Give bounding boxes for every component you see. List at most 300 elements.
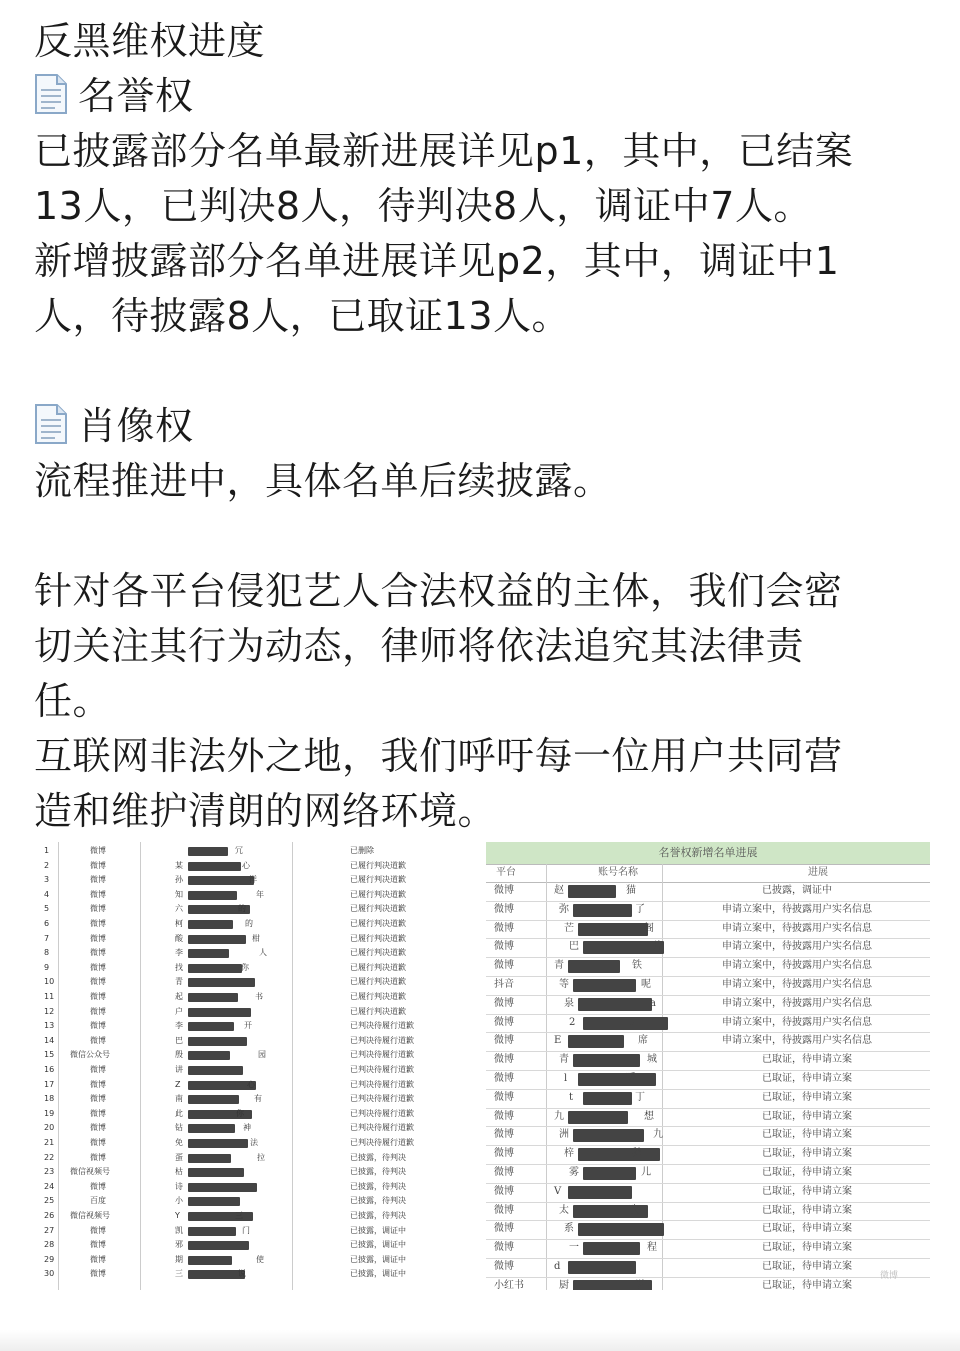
row-status: 已披露，待判决: [350, 1196, 406, 1206]
row-status: 已履行判决道歉: [350, 904, 406, 914]
table-row: [30, 1253, 472, 1268]
row-number: 7: [44, 933, 50, 943]
row-platform: 微博: [494, 1242, 514, 1254]
row-number: 12: [44, 1006, 55, 1016]
table-row: [486, 1258, 930, 1278]
row-status: 申请立案中，待披露用户实名信息: [722, 903, 872, 915]
table-row: [30, 1180, 472, 1195]
row-number: 27: [44, 1225, 55, 1235]
row-status: 已履行判决道歉: [350, 992, 406, 1001]
table-row: [30, 1121, 472, 1136]
post-title: 反黑维权进度: [34, 19, 266, 63]
table-row: [486, 1126, 930, 1146]
row-account-end: 人: [259, 948, 267, 958]
row-status: 申请立案中，待披露用户实名信息: [722, 997, 872, 1009]
row-account-start: 蛋: [175, 1152, 183, 1162]
section-heading-reputation: [34, 69, 934, 124]
row-platform: 微博: [90, 889, 106, 899]
table-row: [30, 1224, 472, 1239]
row-account-start: 一: [569, 1242, 579, 1254]
row-platform: 微博: [494, 1073, 514, 1084]
redaction-bar: [188, 1095, 239, 1104]
row-platform: 微博: [90, 1021, 106, 1031]
row-platform: 微博: [494, 922, 514, 934]
row-account-start: Z: [175, 1079, 181, 1089]
row-status: 申请立案中，待披露用户实名信息: [722, 960, 872, 972]
row-account-end: 神: [243, 1123, 251, 1133]
row-platform: 微博: [90, 846, 106, 855]
document-icon: [34, 73, 68, 115]
row-number: 25: [44, 1196, 55, 1206]
paragraph-line: 13人，已判决8人，待判决8人，调证中7人。: [34, 184, 812, 228]
post-body: [34, 14, 934, 839]
row-account-start: 李: [175, 948, 183, 958]
row-status: 申请立案中，待披露用户实名信息: [722, 1016, 872, 1028]
table-row: [30, 873, 472, 888]
row-platform: 微信视频号: [70, 1167, 110, 1177]
row-status: 已履行判决道歉: [350, 860, 406, 870]
row-status: 已披露，调证中: [350, 1269, 406, 1279]
row-platform: 微博: [494, 960, 514, 972]
row-account-start: 青: [175, 977, 183, 987]
redaction-bar: [188, 862, 241, 871]
redaction-bar: [188, 1066, 243, 1075]
row-platform: 微博: [90, 1108, 106, 1118]
table-row: [30, 1034, 472, 1049]
paragraph-line: 针对各平台侵犯艺人合法权益的主体，我们会密: [34, 569, 843, 613]
table-row: [486, 1032, 930, 1052]
row-number: 17: [44, 1079, 55, 1089]
row-account-start: 小: [175, 1196, 183, 1206]
row-platform: 微博: [90, 977, 106, 987]
redaction-bar: [188, 1227, 236, 1236]
row-account-start: V: [554, 1185, 562, 1197]
row-status: 已履行判决道歉: [350, 1006, 406, 1016]
row-number: 29: [44, 1254, 55, 1264]
redaction-bar: [583, 1167, 636, 1180]
row-account-start: 孙: [175, 875, 183, 885]
table-row: [30, 1078, 472, 1093]
row-status: 已披露，待判决: [350, 1211, 406, 1220]
row-platform: 微博: [494, 1110, 514, 1122]
row-account-end: 3: [626, 1261, 633, 1272]
row-account-start: 厨: [559, 1279, 569, 1290]
row-number: 16: [44, 1065, 55, 1074]
row-platform: 百度: [90, 1196, 106, 1206]
row-platform: 微博: [494, 1054, 514, 1066]
redaction-bar: [578, 1073, 656, 1086]
row-account-start: 太: [559, 1204, 569, 1216]
table-row: [30, 1048, 472, 1063]
row-account-end: 书: [255, 992, 263, 1001]
row-platform: 微博: [494, 997, 514, 1009]
row-status: 已判决待履行道歉: [350, 1108, 414, 1118]
table-row: [30, 946, 472, 961]
redaction-bar: [568, 1111, 628, 1124]
table-row: [486, 882, 930, 902]
redaction-bar: [188, 1139, 248, 1148]
row-account-end: 丁: [635, 1091, 645, 1103]
table-row: [30, 975, 472, 990]
row-platform: 微信视频号: [70, 1211, 110, 1220]
row-status: 已披露，调证中: [762, 885, 832, 896]
redaction-bar: [568, 960, 620, 973]
table-row: [486, 1108, 930, 1128]
paragraph-line: 任。: [34, 679, 112, 723]
row-platform: 小红书: [494, 1279, 524, 1290]
paragraph-line: 造和维护清朗的网络环境。: [34, 789, 497, 833]
row-number: 18: [44, 1094, 55, 1104]
table-row: [486, 1277, 930, 1290]
table-row: [486, 1164, 930, 1184]
row-platform: 微博: [494, 903, 514, 915]
row-account-start: 凯: [175, 1225, 183, 1235]
redaction-bar: [568, 885, 616, 898]
table-row: [486, 1014, 930, 1034]
redaction-bar: [578, 998, 652, 1011]
row-account-end: 暖: [626, 1073, 636, 1084]
table-row: [486, 1220, 930, 1240]
row-account-end: 你: [241, 962, 249, 972]
row-account-start: 泉: [564, 997, 574, 1009]
row-platform: 微博: [90, 1035, 106, 1045]
attached-images: [30, 842, 930, 1290]
row-status: 已判决待履行道歉: [350, 1035, 414, 1045]
redaction-bar: [583, 1092, 632, 1105]
row-status: 申请立案中，待披露用户实名信息: [722, 941, 872, 953]
row-platform: 微博: [90, 948, 106, 958]
row-account-end: a: [650, 997, 656, 1009]
table-row: [486, 976, 930, 996]
redaction-bar: [188, 1256, 232, 1265]
table-row: [30, 1019, 472, 1034]
row-platform: 微博: [90, 1181, 106, 1191]
section-heading-text: 肖像权: [78, 404, 194, 448]
row-platform: 微博: [90, 962, 106, 972]
table-row: [486, 901, 930, 921]
row-account-end: 开: [244, 1021, 252, 1031]
row-number: 28: [44, 1240, 55, 1250]
row-number: 24: [44, 1181, 55, 1191]
row-status: 已履行判决道歉: [350, 875, 406, 885]
row-account-start: 巴: [569, 941, 579, 953]
table-row: [30, 1092, 472, 1107]
row-platform: 微博: [90, 1240, 106, 1250]
row-number: 26: [44, 1211, 55, 1220]
row-account-start: 酸: [175, 933, 183, 943]
row-status: 已取证，待申请立案: [762, 1242, 852, 1254]
row-platform: 微博: [494, 1129, 514, 1141]
row-platform: 微博: [494, 1148, 514, 1160]
row-platform: 微博: [90, 1123, 106, 1133]
row-account-end: 年: [256, 889, 264, 899]
paragraph-line: 切关注其行为动态，律师将依法追究其法律责: [34, 624, 805, 668]
row-account-end: 你: [236, 1108, 244, 1118]
row-status: 已判决待履行道歉: [350, 1079, 414, 1089]
row-account-start: 弥: [559, 903, 569, 915]
table-row: [30, 1107, 472, 1122]
redaction-bar: [188, 1154, 231, 1163]
row-number: 3: [44, 875, 50, 885]
row-status: 已取证，待申请立案: [762, 1148, 852, 1160]
row-status: 已取证，待申请立案: [762, 1279, 852, 1290]
row-platform: 微博: [494, 1185, 514, 1197]
row-account-end: 三: [235, 1211, 243, 1220]
row-platform: 微博: [90, 1094, 106, 1104]
row-status: 已履行判决道歉: [350, 933, 406, 943]
table-row: [30, 1267, 472, 1282]
row-account-start: 巴: [175, 1035, 183, 1045]
row-account-start: 李: [175, 1021, 183, 1031]
row-status: 已取证，待申请立案: [762, 1204, 852, 1216]
redaction-bar: [188, 935, 246, 944]
row-account-end: 九: [653, 1129, 663, 1141]
redaction-bar: [188, 1197, 240, 1206]
row-account-end: 说: [635, 1279, 645, 1290]
row-number: 9: [44, 962, 50, 972]
row-number: 15: [44, 1050, 55, 1060]
row-number: 8: [44, 948, 50, 958]
row-status: 已取证，待申请立案: [762, 1091, 852, 1103]
row-account-start: l: [564, 1073, 568, 1084]
row-account-start: 洲: [559, 1129, 569, 1141]
row-number: 5: [44, 904, 50, 914]
row-account-end: 阁: [644, 922, 654, 934]
row-account-start: 芒: [564, 922, 574, 934]
row-account-end: 铁: [632, 960, 642, 972]
row-number: 14: [44, 1035, 55, 1045]
table-row: [486, 957, 930, 977]
image-table-p2[interactable]: [486, 842, 930, 1290]
table-row: [486, 920, 930, 940]
row-account-start: 免: [175, 1138, 183, 1147]
row-platform: 微博: [494, 1167, 514, 1178]
redaction-bar: [578, 1148, 660, 1161]
row-platform: 微信公众号: [70, 1050, 110, 1060]
redaction-bar: [573, 1129, 644, 1142]
redaction-bar: [188, 1183, 257, 1192]
redaction-bar: [188, 1124, 235, 1133]
row-account-start: 2: [569, 1016, 576, 1028]
row-account-start: 讲: [175, 1065, 183, 1074]
row-number: 4: [44, 889, 50, 899]
image-table-p1[interactable]: [30, 842, 472, 1290]
row-platform: 微博: [494, 1091, 514, 1103]
bottom-edge: [0, 1330, 960, 1351]
row-account-end: 冗: [235, 846, 243, 855]
redaction-bar: [188, 964, 242, 973]
redaction-bar: [188, 1241, 249, 1250]
row-account-end: 洋: [249, 875, 257, 885]
section-heading-text: 名誉权: [78, 74, 194, 118]
row-platform: 微博: [494, 1035, 514, 1047]
redaction-bar: [188, 1037, 247, 1046]
table-row: [486, 1183, 930, 1203]
header-progress: 进展: [808, 867, 828, 878]
row-number: 1: [44, 846, 50, 855]
document-icon: [34, 403, 68, 445]
row-account-end: 门: [242, 1225, 250, 1235]
table-row: [30, 1063, 472, 1078]
row-platform: 微博: [90, 1065, 106, 1074]
table-row: [30, 961, 472, 976]
header-platform: 平台: [496, 867, 516, 878]
row-account-start: 知: [175, 889, 183, 899]
table-row: [30, 888, 472, 903]
row-status: 已取证，待申请立案: [762, 1110, 852, 1122]
row-platform: 微博: [90, 1152, 106, 1162]
header-account: 账号名称: [598, 867, 638, 878]
row-account-start: 殷: [175, 1050, 183, 1060]
row-platform: 微博: [494, 885, 514, 896]
row-platform: 微博: [90, 1079, 106, 1089]
row-status: 已判决待履行道歉: [350, 1050, 414, 1060]
row-account-start: 此: [175, 1108, 183, 1118]
row-account-start: 雾: [569, 1167, 579, 1178]
row-account-start: 青: [559, 1054, 569, 1066]
row-account-start: 枯: [175, 1167, 183, 1177]
table-row: [30, 1151, 472, 1166]
row-number: 6: [44, 919, 50, 928]
row-account-start: Y: [175, 1211, 180, 1220]
table-row: [486, 1145, 930, 1165]
row-account-start: 青: [554, 960, 564, 972]
table-row: [30, 1209, 472, 1224]
row-number: 13: [44, 1021, 55, 1031]
row-status: 已披露，调证中: [350, 1240, 406, 1250]
table-row: [30, 1238, 472, 1253]
row-account-end: 鹅: [632, 1148, 642, 1160]
row-status: 已披露，待判决: [350, 1152, 406, 1162]
row-status: 已履行判决道歉: [350, 919, 406, 928]
row-status: 已履行判决道歉: [350, 977, 406, 987]
row-account-end: 了: [635, 903, 645, 915]
row-platform: 微博: [494, 1016, 514, 1028]
redaction-bar: [188, 1270, 245, 1279]
redaction-bar: [188, 1212, 253, 1221]
row-account-start: 系: [564, 1223, 574, 1235]
row-number: 2: [44, 860, 50, 870]
row-account-start: 诗: [175, 1181, 183, 1191]
redaction-bar: [188, 891, 237, 900]
paragraph-line: 流程推进中，具体名单后续披露。: [34, 459, 612, 503]
row-platform: 微博: [90, 904, 106, 914]
row-account-end: 的: [245, 919, 253, 928]
redaction-bar: [568, 1035, 624, 1048]
row-number: 20: [44, 1123, 55, 1133]
table-row: [486, 995, 930, 1015]
redaction-bar: [578, 1223, 664, 1236]
paragraph-line: 已披露部分名单最新进展详见p1，其中，已结案: [34, 129, 854, 173]
row-account-end: 说: [238, 1269, 246, 1279]
row-account-end: 片: [653, 941, 663, 953]
row-platform: 微博: [90, 933, 106, 943]
row-platform: 微博: [90, 1269, 106, 1279]
row-account-end: 吹: [629, 1204, 639, 1216]
table-header: [486, 864, 930, 883]
row-account-end: 猫: [626, 885, 636, 896]
row-platform: 微博: [494, 941, 514, 953]
row-status: 已判决待履行道歉: [350, 1065, 414, 1074]
row-account-start: 九: [554, 1110, 564, 1122]
row-account-end: 程: [647, 1242, 657, 1254]
row-status: 已判决待履行道歉: [350, 1138, 414, 1147]
row-number: 11: [44, 992, 55, 1001]
row-status: 已判决待履行道歉: [350, 1021, 414, 1031]
paragraph-line: 人，待披露8人，已取证13人。: [34, 294, 571, 338]
table-row: [486, 1202, 930, 1222]
row-account-end: 有: [254, 1094, 262, 1104]
row-account-start: d: [554, 1261, 561, 1272]
row-account-end: 的: [238, 904, 246, 914]
row-platform: 微博: [90, 860, 106, 870]
row-account-start: 柯: [175, 919, 183, 928]
row-account-start: 某: [175, 860, 183, 870]
watermark: 微博: [880, 1271, 899, 1281]
redaction-bar: [188, 847, 228, 856]
row-account-end: 城: [647, 1054, 657, 1066]
row-status: 已取证，待申请立案: [762, 1261, 852, 1272]
paragraph-line: 新增披露部分名单进展详见p2，其中，调证中1: [34, 239, 840, 283]
redaction-bar: [573, 1054, 640, 1067]
row-platform: 微博: [494, 1261, 514, 1272]
row-account-end: 拉: [257, 1152, 265, 1162]
table-row: [30, 1005, 472, 1020]
row-account-end: 柑: [252, 933, 260, 943]
redaction-bar: [188, 1008, 251, 1017]
row-status: 已取证，待申请立案: [762, 1129, 852, 1141]
row-number: 22: [44, 1152, 55, 1162]
row-account-start: 户: [175, 1006, 183, 1016]
row-account-start: 起: [175, 992, 183, 1001]
row-account-start: 三: [175, 1269, 183, 1279]
row-number: 21: [44, 1138, 55, 1147]
row-account-start: 六: [175, 904, 183, 914]
table-row: [30, 932, 472, 947]
redaction-bar: [188, 1168, 244, 1177]
redaction-bar: [188, 920, 233, 929]
row-status: 已披露，调证中: [350, 1225, 406, 1235]
table-row: [486, 938, 930, 958]
row-account-end: 园: [258, 1050, 266, 1060]
row-status: 已取证，待申请立案: [762, 1167, 852, 1178]
redaction-bar: [188, 993, 238, 1002]
redaction-bar: [188, 1081, 256, 1090]
table-row: [30, 859, 472, 874]
redaction-bar: [583, 1017, 668, 1030]
row-account-start: E: [554, 1035, 562, 1047]
row-status: 已披露，待判决: [350, 1181, 406, 1191]
row-account-end: 使: [256, 1254, 264, 1264]
row-number: 10: [44, 977, 55, 987]
row-platform: 微博: [90, 875, 106, 885]
row-platform: 微博: [90, 1138, 106, 1147]
table-row: [486, 1051, 930, 1071]
table-row: [30, 990, 472, 1005]
row-status: 申请立案中，待披露用户实名信息: [722, 979, 872, 990]
row-number: 30: [44, 1269, 55, 1279]
redaction-bar: [188, 1051, 230, 1060]
row-account-end: 想: [644, 1110, 654, 1122]
table-row: [30, 1136, 472, 1151]
redaction-bar: [188, 949, 229, 958]
row-status: 已取证，待申请立案: [762, 1223, 852, 1235]
row-status: 已判决待履行道歉: [350, 1123, 414, 1133]
row-status: 申请立案中，待披露用户实名信息: [722, 1035, 872, 1047]
row-account-end: 呢: [641, 979, 651, 990]
row-account-end: 心: [242, 860, 250, 870]
row-status: 已履行判决道歉: [350, 962, 406, 972]
